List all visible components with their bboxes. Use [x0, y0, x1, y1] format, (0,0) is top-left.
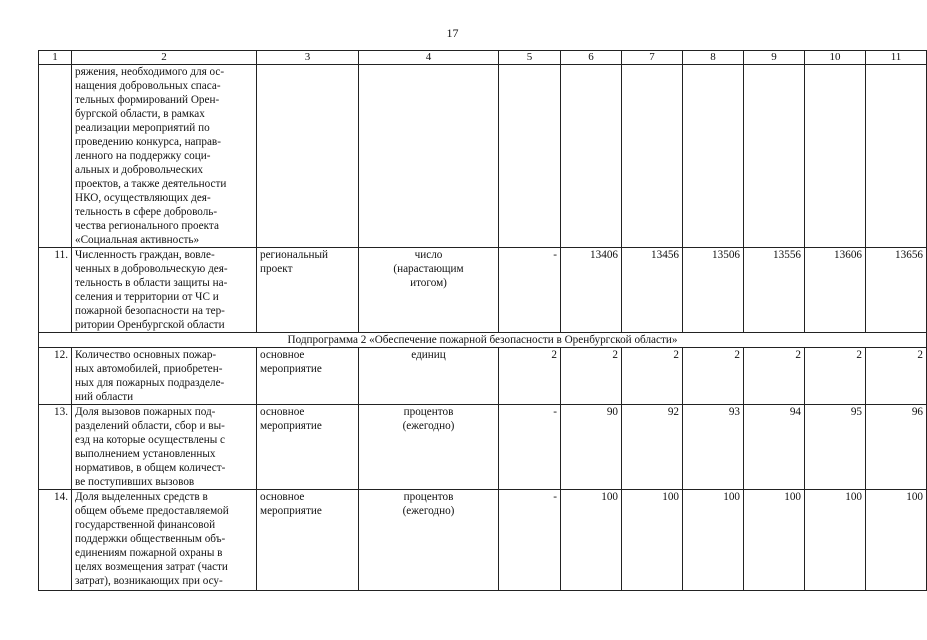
- indicator-source: [257, 65, 359, 248]
- column-header: 6: [561, 51, 622, 65]
- value-v5: -: [499, 405, 561, 490]
- indicator-name-line: поддержки общественным объ-: [75, 533, 226, 545]
- value-v11: 100: [866, 490, 927, 591]
- value-v7: 100: [622, 490, 683, 591]
- value-v9: [744, 65, 805, 248]
- value-v7: [622, 65, 683, 248]
- table-row: [39, 490, 927, 591]
- indicator-name-line: Количество основных пожар-: [75, 349, 217, 361]
- indicator-name: [72, 348, 257, 405]
- indicator-name: [72, 65, 257, 248]
- value-v11: 13656: [866, 248, 927, 333]
- column-header: 10: [805, 51, 866, 65]
- row-number: 14.: [39, 490, 72, 591]
- indicator-name-line: Доля вызовов пожарных под-: [75, 406, 216, 418]
- indicator-unit-line: итогом): [410, 277, 447, 289]
- indicator-unit: [359, 348, 499, 405]
- indicator-name-line: единениям пожарной охраны в: [75, 547, 223, 559]
- indicator-name-line: государственной финансовой: [75, 519, 216, 531]
- value-v10: 100: [805, 490, 866, 591]
- indicator-name-line: Доля выделенных средств в: [75, 491, 208, 503]
- indicator-name-line: нащения добровольных спаса-: [75, 80, 221, 92]
- column-header: 2: [72, 51, 257, 65]
- value-v5: 2: [499, 348, 561, 405]
- column-header: 8: [683, 51, 744, 65]
- value-v8: 13506: [683, 248, 744, 333]
- indicator-source: [257, 348, 359, 405]
- subprogram-row: [39, 333, 927, 348]
- indicator-name-line: «Социальная активность»: [75, 234, 200, 246]
- value-v9: 2: [744, 348, 805, 405]
- value-v5: -: [499, 248, 561, 333]
- row-number: 12.: [39, 348, 72, 405]
- indicator-name-line: чества регионального проекта: [75, 220, 219, 232]
- indicator-unit-line: (нарастающим: [393, 263, 464, 275]
- column-header: 5: [499, 51, 561, 65]
- indicator-unit: [359, 490, 499, 591]
- value-v10: 2: [805, 348, 866, 405]
- value-v9: 13556: [744, 248, 805, 333]
- value-v6: 90: [561, 405, 622, 490]
- row-number: 13.: [39, 405, 72, 490]
- indicator-source-line: основное: [260, 406, 305, 418]
- value-v5: -: [499, 490, 561, 591]
- indicator-name-line: НКО, осуществляющих дея-: [75, 192, 211, 204]
- column-numbers-row: [39, 51, 927, 65]
- indicator-name: [72, 490, 257, 591]
- indicator-name-line: затрат), возникающих при осу-: [75, 575, 223, 587]
- indicator-unit: [359, 248, 499, 333]
- indicator-name-line: селения и территории от ЧС и: [75, 291, 219, 303]
- indicator-name: [72, 405, 257, 490]
- indicator-unit-line: процентов: [403, 406, 454, 418]
- table-body: [39, 65, 927, 591]
- value-v7: 92: [622, 405, 683, 490]
- indicator-unit-line: процентов: [403, 491, 454, 503]
- indicator-unit-line: число: [414, 249, 443, 261]
- indicator-name-line: тельность в области защиты на-: [75, 277, 228, 289]
- indicator-name-line: ве поступивших вызовов: [75, 476, 195, 488]
- indicator-name-line: тельность в сфере доброволь-: [75, 206, 218, 218]
- value-v10: 95: [805, 405, 866, 490]
- indicator-name-line: езд на которые осуществлены с: [75, 434, 226, 446]
- subprogram-title: Подпрограмма 2 «Обеспечение пожарной безопасности в Оренбургской области»: [39, 333, 927, 348]
- column-header: 1: [39, 51, 72, 65]
- indicator-source-line: основное: [260, 349, 305, 361]
- column-header: 7: [622, 51, 683, 65]
- value-v6: [561, 65, 622, 248]
- indicator-name-line: реализации мероприятий по: [75, 122, 210, 134]
- indicator-unit: [359, 405, 499, 490]
- indicator-name-line: разделений области, сбор и вы-: [75, 420, 225, 432]
- table-row: [39, 348, 927, 405]
- indicator-name-line: тельных формирований Орен-: [75, 94, 220, 106]
- value-v7: 2: [622, 348, 683, 405]
- indicator-name-line: общем объеме предоставляемой: [75, 505, 229, 517]
- value-v11: 96: [866, 405, 927, 490]
- indicator-name-line: ченных в добровольческую дея-: [75, 263, 228, 275]
- indicator-name-line: ленного на поддержку соци-: [75, 150, 211, 162]
- indicator-unit-line: (ежегодно): [402, 505, 455, 517]
- indicator-source-line: мероприятие: [260, 505, 322, 517]
- value-v9: 94: [744, 405, 805, 490]
- indicator-name-line: ных автомобилей, приобретен-: [75, 363, 223, 375]
- indicator-name-line: ритории Оренбургской области: [75, 319, 225, 331]
- indicator-source-line: мероприятие: [260, 420, 322, 432]
- value-v7: 13456: [622, 248, 683, 333]
- indicator-name-line: проведению конкурса, направ-: [75, 136, 221, 148]
- indicator-name-line: ряжения, необходимого для ос-: [75, 66, 225, 78]
- value-v10: [805, 65, 866, 248]
- value-v6: 13406: [561, 248, 622, 333]
- indicator-name-line: альных и добровольческих: [75, 164, 203, 176]
- indicator-name-line: пожарной безопасности на тер-: [75, 305, 225, 317]
- indicator-unit-line: единиц: [411, 349, 446, 361]
- indicators-table: [38, 50, 927, 591]
- row-number: [39, 65, 72, 248]
- indicator-name-line: целях возмещения затрат (части: [75, 561, 228, 573]
- indicator-name-line: выполнением установленных: [75, 448, 216, 460]
- value-v8: 93: [683, 405, 744, 490]
- value-v6: 100: [561, 490, 622, 591]
- column-header: 3: [257, 51, 359, 65]
- page-number: 17: [446, 26, 459, 40]
- value-v8: [683, 65, 744, 248]
- value-v11: [866, 65, 927, 248]
- indicator-source: [257, 490, 359, 591]
- value-v8: 2: [683, 348, 744, 405]
- table-row: [39, 65, 927, 248]
- value-v9: 100: [744, 490, 805, 591]
- value-v10: 13606: [805, 248, 866, 333]
- value-v11: 2: [866, 348, 927, 405]
- indicator-name-line: проектов, а также деятельности: [75, 178, 227, 190]
- indicator-name-line: бургской области, в рамках: [75, 108, 205, 120]
- value-v8: 100: [683, 490, 744, 591]
- indicator-name-line: нормативов, в общем количест-: [75, 462, 226, 474]
- column-header: 11: [866, 51, 927, 65]
- value-v6: 2: [561, 348, 622, 405]
- table-row: [39, 405, 927, 490]
- value-v5: [499, 65, 561, 248]
- row-number: 11.: [39, 248, 72, 333]
- table-row: [39, 248, 927, 333]
- indicator-name-line: ных для пожарных подразделе-: [75, 377, 225, 389]
- indicator-name-line: Численность граждан, вовле-: [75, 249, 215, 261]
- indicator-source-line: основное: [260, 491, 305, 503]
- indicator-unit: [359, 65, 499, 248]
- indicator-source-line: региональный: [260, 249, 328, 261]
- column-header: 4: [359, 51, 499, 65]
- indicator-unit-line: (ежегодно): [402, 420, 455, 432]
- indicator-name: [72, 248, 257, 333]
- indicator-source: [257, 248, 359, 333]
- indicator-source: [257, 405, 359, 490]
- indicator-name-line: ний области: [75, 391, 134, 403]
- column-header: 9: [744, 51, 805, 65]
- indicator-source-line: проект: [260, 263, 293, 275]
- indicator-source-line: мероприятие: [260, 363, 322, 375]
